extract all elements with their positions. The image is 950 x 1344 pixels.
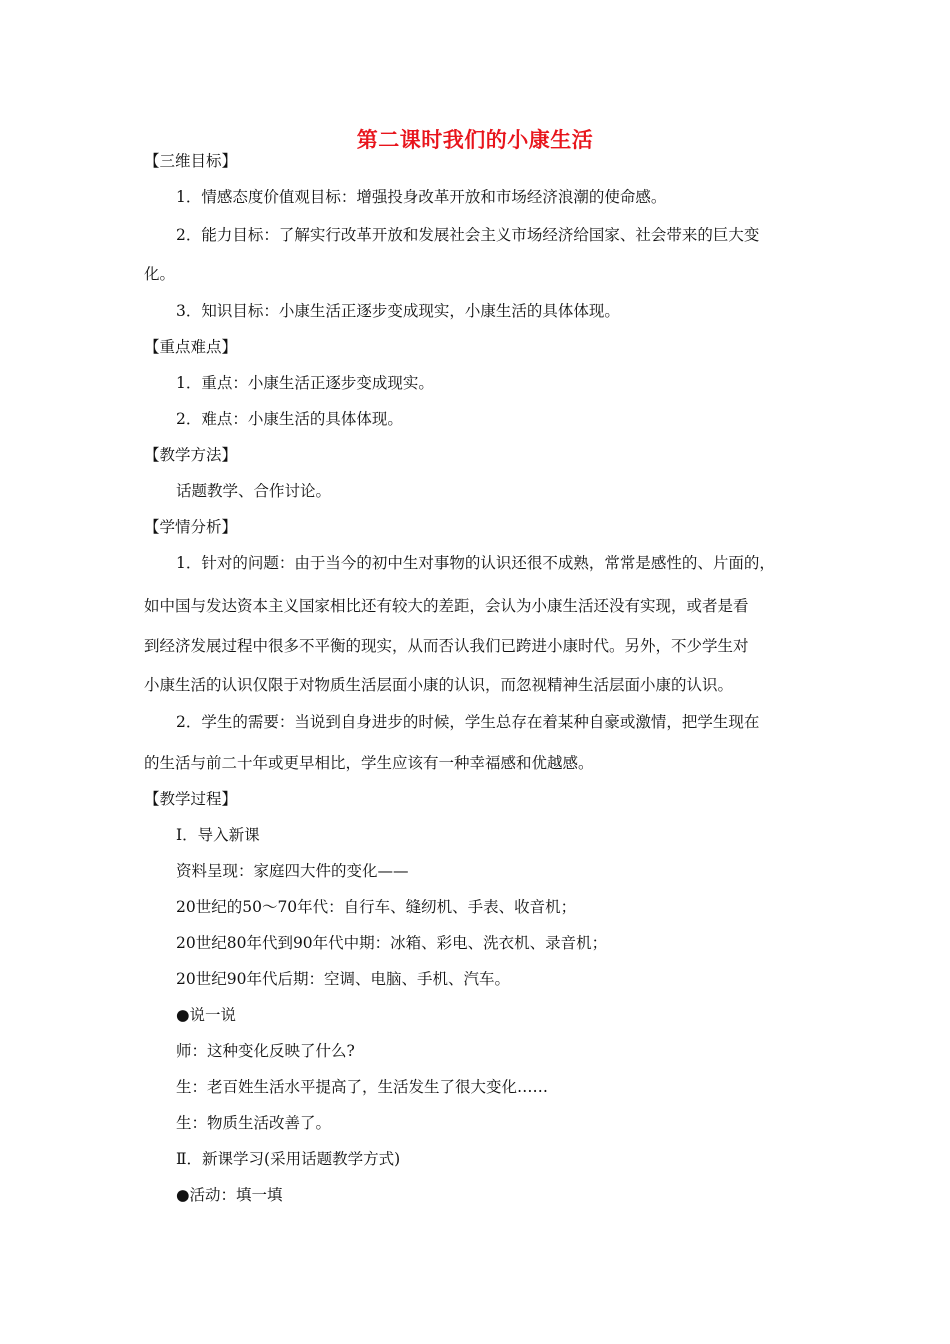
paragraph-continuation: 化。 xyxy=(144,265,176,283)
paragraph-continuation: 到经济发展过程中很多不平衡的现实，从而否认我们已跨进小康时代。另外，不少学生对 xyxy=(144,637,749,655)
section-heading-methods: 【教学方法】 xyxy=(144,446,238,464)
section-heading-process: 【教学过程】 xyxy=(144,790,238,808)
dialogue-line: 生：物质生活改善了。 xyxy=(176,1114,332,1132)
subsection-heading: Ⅰ．导入新课 xyxy=(176,826,260,844)
paragraph: 1．针对的问题：由于当今的初中生对事物的认识还很不成熟，常常是感性的、片面的， xyxy=(176,554,775,572)
paragraph: 3．知识目标：小康生活正逐步变成现实，小康生活的具体体现。 xyxy=(176,302,620,320)
paragraph-continuation: 如中国与发达资本主义国家相比还有较大的差距，会认为小康生活还没有实现，或者是看 xyxy=(144,597,749,615)
section-heading-objectives: 【三维目标】 xyxy=(144,152,238,170)
paragraph: 20世纪90年代后期：空调、电脑、手机、汽车。 xyxy=(176,970,510,988)
paragraph: 2．难点：小康生活的具体体现。 xyxy=(176,410,403,428)
paragraph-continuation: 小康生活的认识仅限于对物质生活层面小康的认识，而忽视精神生活层面小康的认识。 xyxy=(144,676,734,694)
paragraph: 话题教学、合作讨论。 xyxy=(176,482,332,500)
paragraph: 20世纪的50～70年代：自行车、缝纫机、手表、收音机； xyxy=(176,898,577,916)
activity-label: ●活动：填一填 xyxy=(176,1186,283,1204)
paragraph: 1．重点：小康生活正逐步变成现实。 xyxy=(176,374,434,392)
paragraph: 1．情感态度价值观目标：增强投身改革开放和市场经济浪潮的使命感。 xyxy=(176,188,667,206)
section-heading-analysis: 【学情分析】 xyxy=(144,518,238,536)
section-heading-key-points: 【重点难点】 xyxy=(144,338,238,356)
paragraph: 2．能力目标：了解实行改革开放和发展社会主义市场经济给国家、社会带来的巨大变 xyxy=(176,226,760,244)
paragraph: 20世纪80年代到90年代中期：冰箱、彩电、洗衣机、录音机； xyxy=(176,934,608,952)
paragraph-continuation: 的生活与前二十年或更早相比，学生应该有一种幸福感和优越感。 xyxy=(144,754,594,772)
activity-label: ●说一说 xyxy=(176,1006,237,1024)
dialogue-line: 师：这种变化反映了什么? xyxy=(176,1042,355,1060)
page-title: 第二课时我们的小康生活 xyxy=(356,127,594,152)
dialogue-line: 生：老百姓生活水平提高了，生活发生了很大变化…… xyxy=(176,1078,549,1096)
paragraph: 2．学生的需要：当说到自身进步的时候，学生总存在着某种自豪或激情，把学生现在 xyxy=(176,713,760,731)
subsection-heading: Ⅱ．新课学习(采用话题教学方式) xyxy=(176,1150,401,1168)
paragraph: 资料呈现：家庭四大件的变化—— xyxy=(176,862,409,880)
